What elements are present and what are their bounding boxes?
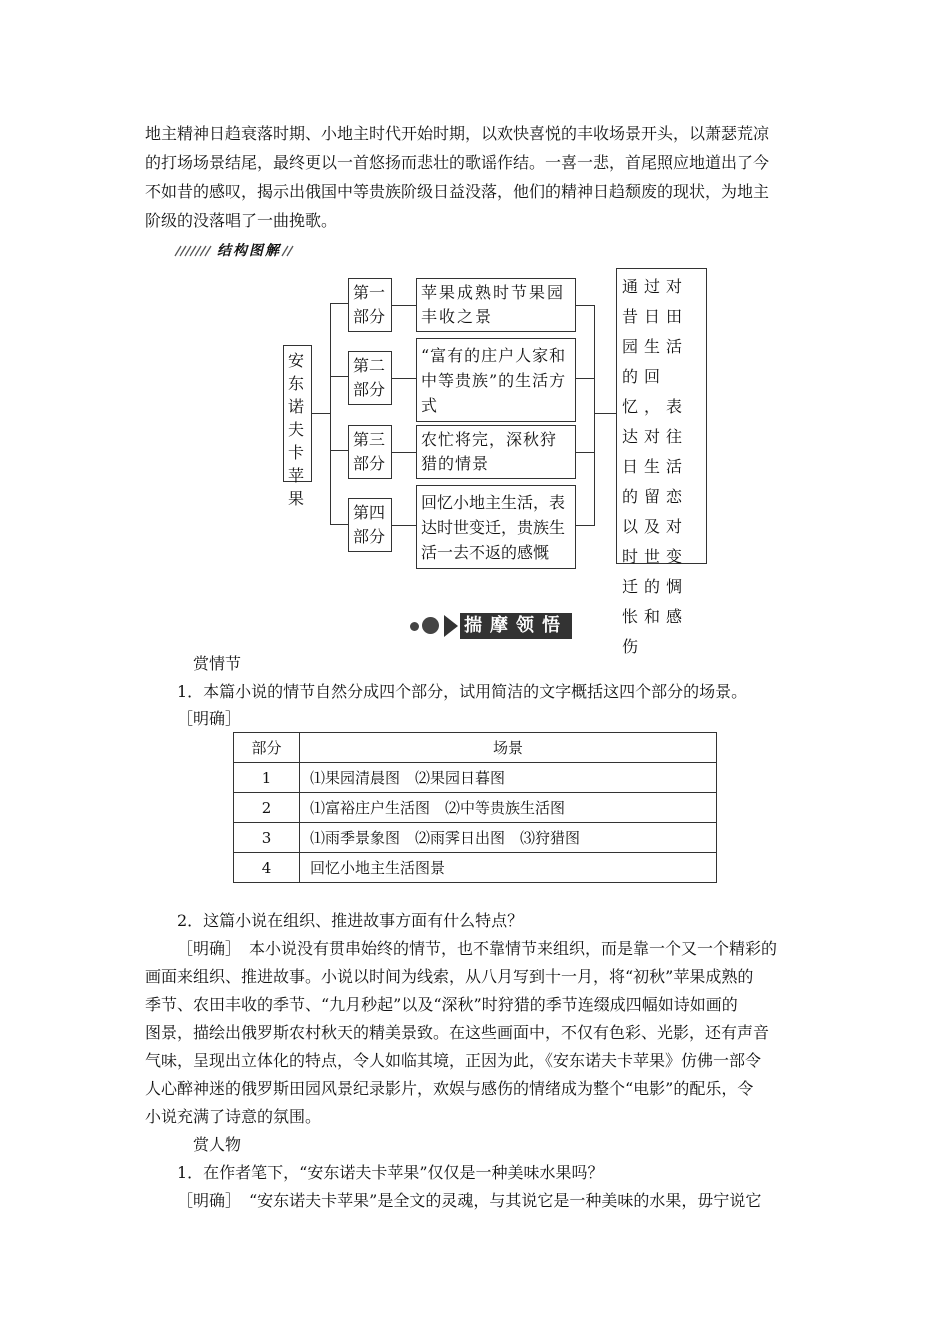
table-cell: ⑴果园清晨图 ⑵果园日暮图: [300, 763, 717, 793]
plot-question-2: 2．这篇小说在组织、推进故事方面有什么特点？: [177, 911, 524, 930]
part-label-text: 第一部分: [353, 283, 386, 326]
plot-heading: 赏情节: [193, 654, 242, 673]
section-title: 揣摩领悟: [460, 613, 572, 639]
diagram-banner-title: 结构图解: [217, 243, 281, 259]
part-desc-text: “富有的庄户人家和中等贵族”的生活方式: [421, 346, 567, 415]
diagram-root-label: 安东诺夫卡苹果: [288, 351, 305, 508]
table-cell: 1: [234, 763, 300, 793]
part-label-4: [348, 498, 392, 552]
arrow-icon: [442, 613, 462, 639]
part-label-text: 第三部分: [353, 430, 386, 473]
diagram-root: [283, 345, 312, 508]
table-row: [234, 793, 717, 823]
table-cell: 4: [234, 853, 300, 883]
answer-line: 画面来组织、推进故事。小说以时间为线索，从八月写到十一月，将“初秋”苹果成熟的: [145, 967, 754, 986]
part-desc-text: 苹果成熟时节果园丰收之景: [421, 283, 566, 326]
part-desc-text: 农忙将完，深秋狩猎的情景: [421, 430, 558, 473]
hatch-icon: [173, 240, 213, 260]
answer-line: 图景，描绘出俄罗斯农村秋天的精美景致。在这些画面中，不仅有色彩、光影，还有声音: [145, 1023, 770, 1042]
table-cell: 3: [234, 823, 300, 853]
part-label-1: [348, 278, 392, 332]
part-desc-3: [416, 425, 576, 479]
part-label-3: [348, 425, 392, 479]
answer-line: ［明确］ 本小说没有贯串始终的情节，也不靠情节来组织，而是靠一个又一个精彩的: [177, 939, 778, 958]
table-cell: 回忆小地主生活图景: [300, 853, 717, 883]
diagram-summary-text: 通过对昔日田园生活的回忆，表达对往日生活的留恋以及对时世变迁的惆怅和感伤: [622, 277, 689, 656]
intro-line: 不如昔的感叹，揭示出俄国中等贵族阶级日益没落，他们的精神日趋颓废的现状，为地主: [145, 182, 770, 201]
answer-label: ［明确］: [177, 709, 242, 728]
character-question-1: 1．在作者笔下，“安东诺夫卡苹果”仅仅是一种美味水果吗？: [177, 1163, 604, 1182]
answer-line: 小说充满了诗意的氛围。: [145, 1107, 322, 1126]
plot-question-1: 1．本篇小说的情节自然分成四个部分，试用简洁的文字概括这四个部分的场景。: [177, 682, 748, 701]
part-label-text: 第四部分: [353, 503, 386, 546]
part-label-text: 第二部分: [353, 356, 386, 399]
part-desc-4: [416, 485, 576, 569]
table-cell: 2: [234, 793, 300, 823]
part-desc-1: [416, 278, 576, 332]
table-header-row: [234, 733, 717, 763]
answer-line: 季节、农田丰收的季节、“九月秒起”以及“深秋”时狩猎的季节连缀成四幅如诗如画的: [145, 995, 738, 1014]
table-row: [234, 823, 717, 853]
table-row: [234, 853, 717, 883]
intro-line: 地主精神日趋衰落时期、小地主时代开始时期，以欢快喜悦的丰收场景开头，以萧瑟荒凉: [145, 124, 770, 143]
part-label-2: [348, 351, 392, 405]
character-answer-1: ［明确］ “安东诺夫卡苹果”是全文的灵魂，与其说它是一种美味的水果，毋宁说它: [177, 1191, 762, 1210]
section-header: [398, 613, 588, 639]
scene-table: [233, 732, 717, 883]
diagram-banner: [173, 240, 293, 260]
part-desc-text: 回忆小地主生活，表达时世变迁，贵族生活一去不返的感慨: [421, 493, 566, 562]
intro-line: 的打场场景结尾，最终更以一首悠扬而悲壮的歌谣作结。一喜一悲，首尾照应地道出了今: [145, 153, 770, 172]
answer-line: 人心醉神迷的俄罗斯田园风景纪录影片，欢娱与感伤的情绪成为整个“电影”的配乐，令: [145, 1079, 754, 1098]
part-desc-2: [416, 338, 576, 422]
table-header: 场景: [300, 733, 717, 763]
table-cell: ⑴雨季景象图 ⑵雨霁日出图 ⑶狩猎图: [300, 823, 717, 853]
table-header: 部分: [234, 733, 300, 763]
answer-line: 气味，呈现出立体化的特点，令人如临其境，正因为此，《安东诺夫卡苹果》仿佛一部令: [145, 1051, 762, 1070]
dot-icon: [410, 622, 419, 631]
character-heading: 赏人物: [193, 1135, 242, 1154]
dot-icon: [422, 617, 439, 634]
table-cell: ⑴富裕庄户生活图 ⑵中等贵族生活图: [300, 793, 717, 823]
diagram-summary: [616, 268, 707, 656]
table-row: [234, 763, 717, 793]
hatch-icon: [281, 240, 295, 260]
intro-line: 阶级的没落唱了一曲挽歌。: [145, 211, 338, 230]
